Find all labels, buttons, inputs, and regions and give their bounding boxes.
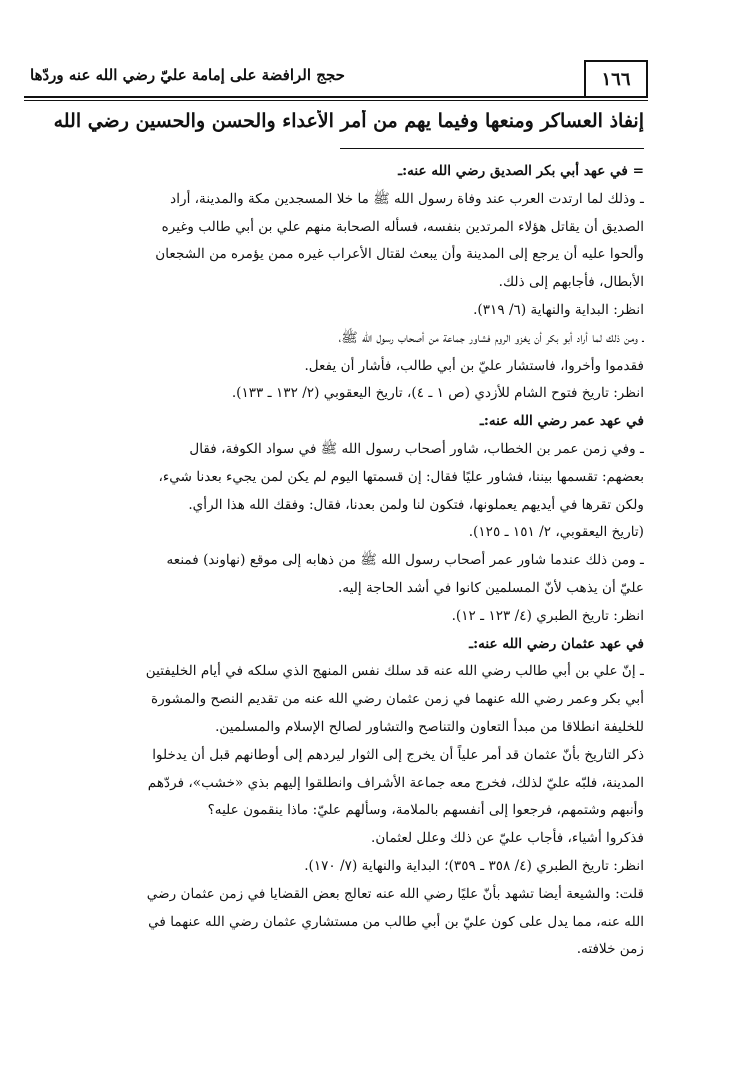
text-line: وألحوا عليه أن يرجع إلى المدينة وأن يبعث لقتال الأعراب غيره ممن يؤمره من الشجعان <box>155 246 644 263</box>
text-line: وأنبهم وشتمهم، فرجعوا إلى أنفسهم بالملامة، وسألهم عليّ: ماذا ينقمون عليه؟ <box>207 802 644 819</box>
text-line: عليّ أن يذهب لأنّ المسلمين كانوا في أشد الحاجة إليه. <box>338 579 644 596</box>
text-line: قلت: والشيعة أيضا تشهد بأنّ عليًا رضي الله عنه تعالج بعض القضايا في زمن عثمان رضي <box>146 885 644 902</box>
text-line: بعضهم: تقسمها بيننا، فشاور عليًا فقال: إن قسمتها اليوم لم يكن لمن يجيء بعدنا شيء، <box>158 468 644 485</box>
text-line: الله عنه، مما يدل على كون عليّ بن أبي طالب من مستشاري عثمان رضي الله عنهما في <box>148 913 644 930</box>
body-text <box>32 158 644 1006</box>
text-line: ـ إنّ علي بن أبي طالب رضي الله عنه قد سلك نفس المنهج الذي سلكه في أيام الخليفتين <box>145 663 644 680</box>
text-line: زمن خلافته. <box>576 941 644 958</box>
page-number: ١٦٦ <box>584 60 648 98</box>
section-heading: في عهد عثمان رضي الله عنه:ـ <box>469 635 644 652</box>
text-line: (تاريخ اليعقوبي، ٢/ ١٥١ ـ ١٢٥). <box>468 524 644 541</box>
section-heading: = في عهد أبي بكر الصديق رضي الله عنه:ـ <box>398 163 644 179</box>
section-heading: في عهد عمر رضي الله عنه:ـ <box>479 413 644 430</box>
running-title: حجج الرافضة على إمامة عليّ رضي الله عنه وردّها <box>30 66 345 84</box>
text-line: أبي بكر وعمر رضي الله عنهما في زمن عثمان رضي الله عنه من تقديم النصح والمشورة <box>150 691 644 708</box>
text-line: ـ وذلك لما ارتدت العرب عند وفاة رسول الله ﷺ ما خلا المسجدين مكة والمدينة، أراد <box>170 190 644 207</box>
header-rule <box>24 96 648 98</box>
text-line: الأبطال، فأجابهم إلى ذلك. <box>498 274 644 291</box>
text-line: الصديق أن يقاتل هؤلاء المرتدين بنفسه، فسأله الصحابة منهم علي بن أبي طالب وغيره <box>161 218 644 235</box>
text-line: انظر: تاريخ الطبري (٤/ ٣٥٨ ـ ٣٥٩)؛ البداية والنهاية (٧/ ١٧٠). <box>304 857 644 874</box>
text-line: للخليفة انطلاقا من مبدأ التعاون والتناصح والتشاور لصالح الإسلام والمسلمين. <box>215 718 644 735</box>
text-line: فذكروا أشياء، فأجاب عليّ عن ذلك وعلل لعثمان. <box>371 830 644 847</box>
text-line: ـ وفي زمن عمر بن الخطاب، شاور أصحاب رسول الله ﷺ في سواد الكوفة، فقال <box>189 440 644 457</box>
text-line: انظر: تاريخ فتوح الشام للأزدي (ص ١ ـ ٤)، تاريخ اليعقوبي (٢/ ١٣٢ ـ ١٣٣). <box>231 385 644 402</box>
text-line: المدينة، فلبّه عليّ لذلك، فخرج معه جماعة الأشراف وانطلقوا إليهم بذي «خشب»، فردّهم <box>147 774 644 791</box>
text-line: ولكن تقرها في أيديهم يعملونها، فتكون لنا ولمن بعدنا، فقال: وفقك الله هذا الرأي. <box>188 496 644 513</box>
text-line: ـ ومن ذلك لما أراد أبو بكر أن يغزو الروم فشاور جماعة من أصحاب رسول الله ﷺ، <box>338 329 644 346</box>
chapter-heading: إنفاذ العساكر ومنعها وفيما يهم من أمر الأعداء والحسن والحسين رضي الله <box>53 110 644 132</box>
text-line: فقدموا وأخروا، فاستشار عليّ بن أبي طالب، فأشار أن يفعل. <box>304 357 644 374</box>
text-line: ـ ومن ذلك عندما شاور عمر أصحاب رسول الله ﷺ من ذهابه إلى موقع (نهاوند) فمنعه <box>166 552 644 569</box>
header-rule-thin <box>24 100 648 101</box>
text-line: ذكر التاريخ بأنّ عثمان قد أمر علياً أن يخرج إلى الثوار ليردهم إلى أوطانهم قبل أن يدخلوا <box>152 746 644 763</box>
text-line: انظر: البداية والنهاية (٦/ ٣١٩). <box>473 301 644 318</box>
text-line: انظر: تاريخ الطبري (٤/ ١٢٣ ـ ١٢). <box>451 607 644 624</box>
heading-underline <box>340 148 644 149</box>
